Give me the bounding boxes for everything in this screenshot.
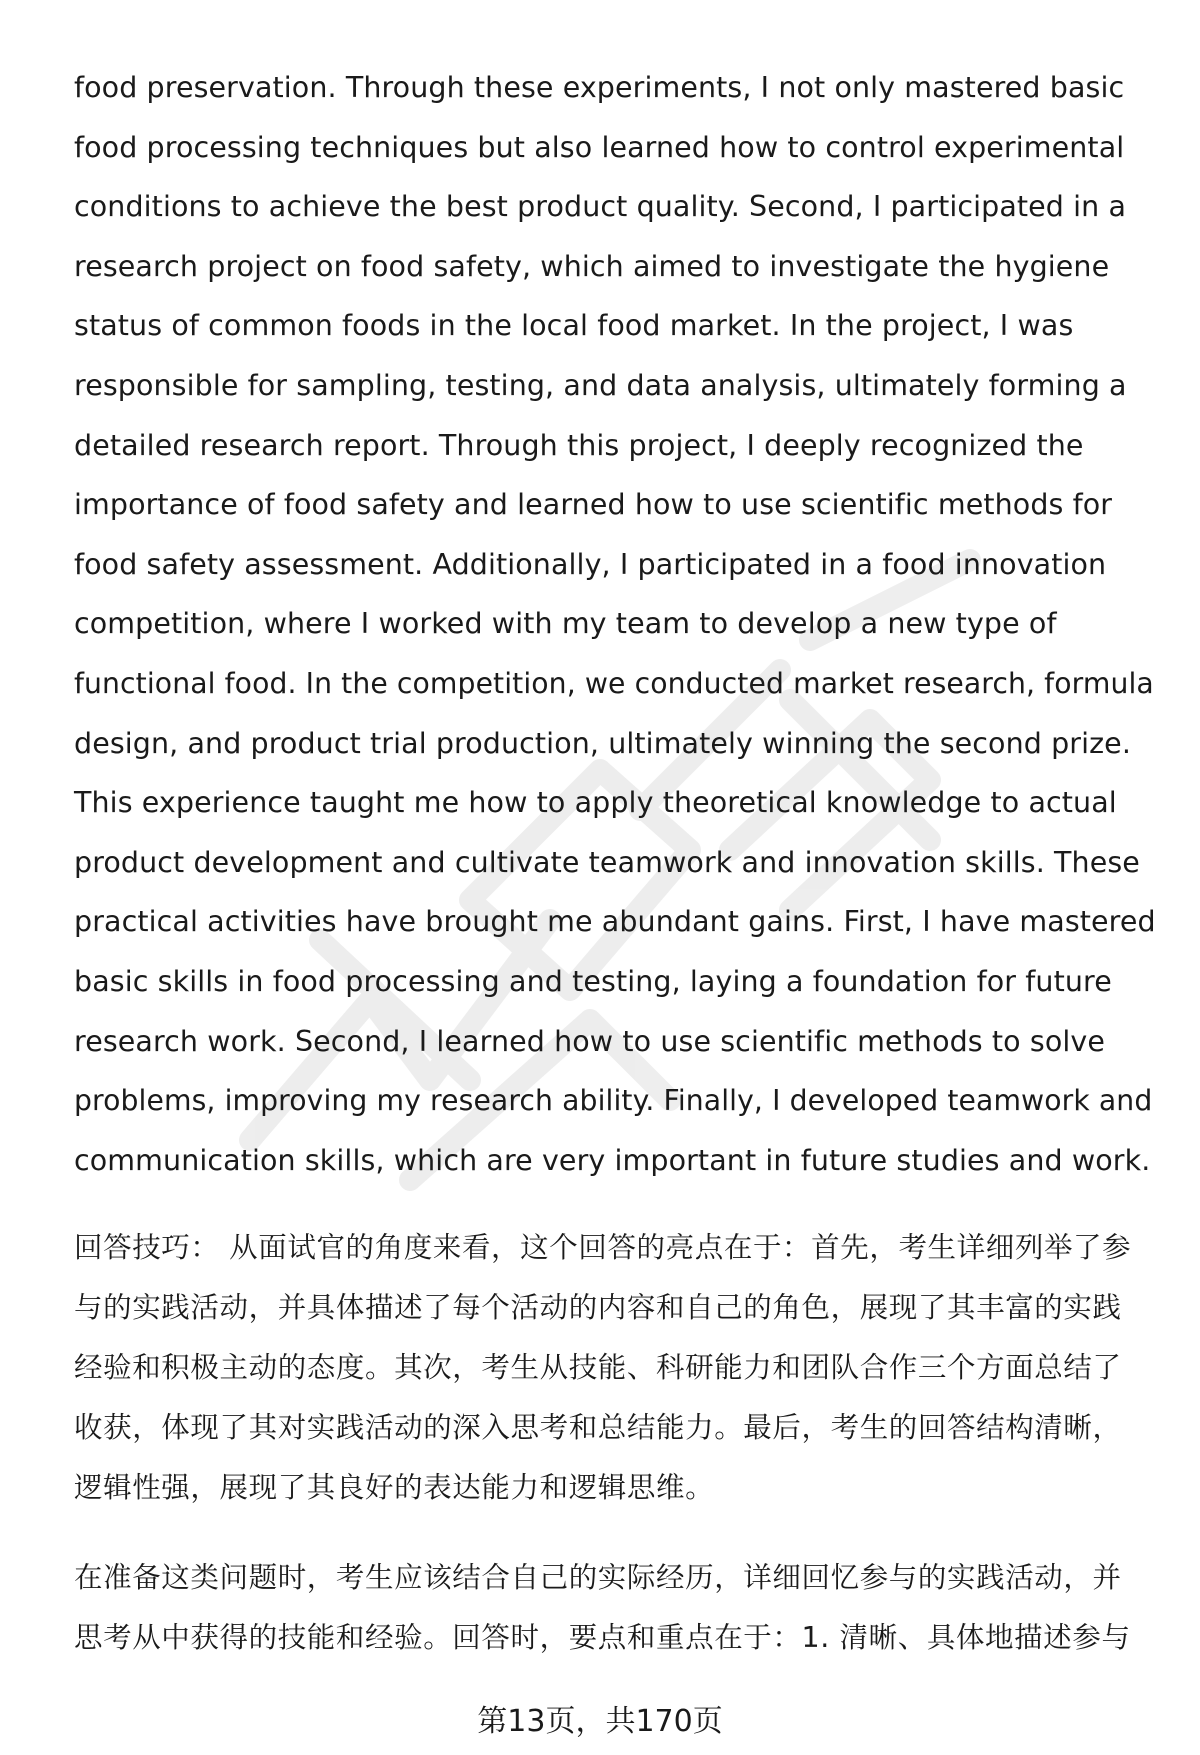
text-line: detailed research report. Through this project, I deeply recognized the xyxy=(74,428,1084,462)
text-line: 回答技巧： 从面试官的角度来看，这个回答的亮点在于：首先，考生详细列举了参 xyxy=(74,1231,1132,1264)
text-line: food preservation. Through these experiments, I not only mastered basic xyxy=(74,71,1125,104)
text-line: 逻辑性强，展现了其良好的表达能力和逻辑思维。 xyxy=(74,1471,715,1504)
text-line: communication skills, which are very important in future studies and work. xyxy=(74,1143,1151,1177)
text-line: 在准备这类问题时，考生应该结合自己的实际经历，详细回忆参与的实践活动，并 xyxy=(74,1561,1122,1594)
page-number-footer: 第13页，共170页 xyxy=(477,1704,723,1739)
english-answer-paragraph xyxy=(74,58,1159,1190)
text-line: 收获，体现了其对实践活动的深入思考和总结能力。最后，考生的回答结构清晰， xyxy=(74,1411,1122,1444)
text-line: food safety assessment. Additionally, I participated in a food innovation xyxy=(74,547,1107,581)
text-line: research work. Second, I learned how to use scientific methods to solve xyxy=(74,1024,1105,1058)
text-line: 与的实践活动，并具体描述了每个活动的内容和自己的角色，展现了其丰富的实践 xyxy=(74,1291,1122,1324)
text-line: conditions to achieve the best product quality. Second, I participated in a xyxy=(74,190,1127,224)
text-line: importance of food safety and learned how to use scientific methods for xyxy=(74,488,1113,522)
text-line: problems, improving my research ability. Finally, I developed teamwork and xyxy=(74,1084,1153,1118)
text-line: 思考从中获得的技能和经验。回答时，要点和重点在于：1. 清晰、具体地描述参与 xyxy=(74,1621,1131,1654)
text-line: product development and cultivate teamwork and innovation skills. These xyxy=(74,845,1140,879)
text-line: food processing techniques but also learned how to control experimental xyxy=(74,130,1125,164)
text-line: practical activities have brought me abundant gains. First, I have mastered xyxy=(74,905,1156,939)
text-line: research project on food safety, which aimed to investigate the hygiene xyxy=(74,249,1110,283)
text-line: design, and product trial production, ultimately winning the second prize. xyxy=(74,726,1131,760)
answer-tips-paragraph xyxy=(74,1218,1159,1518)
text-line: basic skills in food processing and testing, laying a foundation for future xyxy=(74,964,1112,998)
text-line: This experience taught me how to apply theoretical knowledge to actual xyxy=(74,786,1117,820)
text-line: functional food. In the competition, we conducted market research, formula xyxy=(74,666,1154,700)
text-line: 经验和积极主动的态度。其次，考生从技能、科研能力和团队合作三个方面总结了 xyxy=(74,1351,1122,1384)
text-line: responsible for sampling, testing, and data analysis, ultimately forming a xyxy=(74,368,1127,402)
text-line: competition, where I worked with my team to develop a new type of xyxy=(74,607,1057,641)
preparation-advice-paragraph xyxy=(74,1548,1159,1668)
text-line: status of common foods in the local food market. In the project, I was xyxy=(74,309,1074,343)
